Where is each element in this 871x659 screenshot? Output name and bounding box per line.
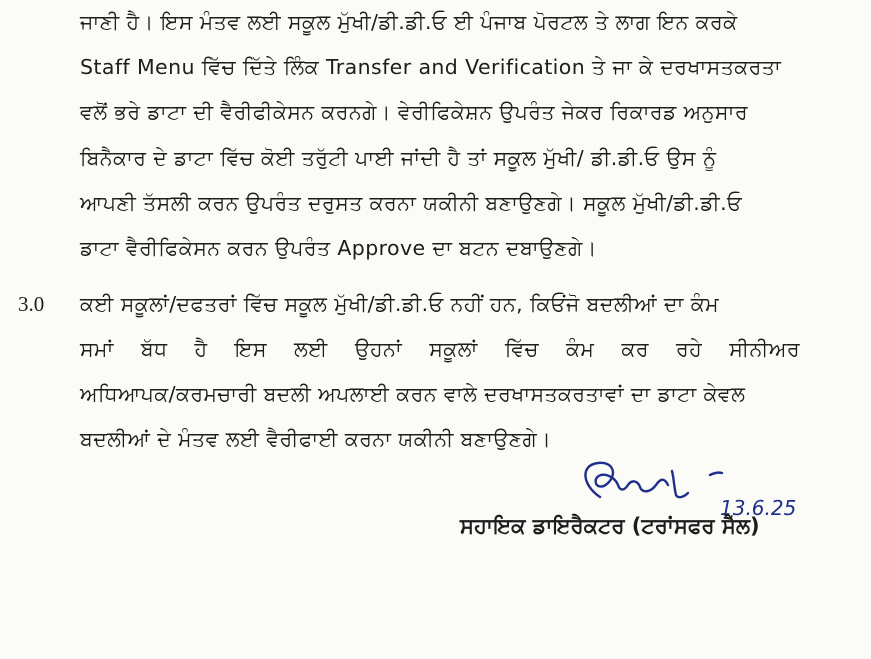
signature-date: 13.6.25 (720, 496, 797, 520)
designation-title: ਸਹਾਇਕ ਡਾਇਰੈਕਟਰ (ਟਰਾਂਸਫਰ ਸੈੱਲ) (460, 514, 760, 538)
item-number: 3.0 (18, 292, 45, 316)
paragraph-1-line-5: ਆਪਣੀ ਤੱਸਲੀ ਕਰਨ ਉਪਰੰਤ ਦਰੁਸਤ ਕਰਨਾ ਯਕੀਨੀ ਬਣਾਉਣਗੇ। ਸਕੂਲ ਮੁੱਖੀ/ਡੀ.ਡੀ.ਓ (80, 191, 743, 215)
paragraph-2-line-4: ਬਦਲੀਆਂ ਦੇ ਮੰਤਵ ਲਈ ਵੈਰੀਫਾਈ ਕਰਨਾ ਯਕੀਨੀ ਬਣਾਉਣਗੇ। (80, 427, 552, 451)
paragraph-1-line-2: Staff Menu ਵਿੱਚ ਦਿੱਤੇ ਲਿੰਕ Transfer and Verification ਤੇ ਜਾ ਕੇ ਦਰਖਾਸਤਕਰਤਾ (80, 55, 782, 79)
paragraph-1-line-6: ਡਾਟਾ ਵੈਰੀਫਿਕੇਸਨ ਕਰਨ ਉਪਰੰਤ Approve ਦਾ ਬਟਨ ਦਬਾਉਣਗੇ। (80, 236, 597, 260)
paragraph-1-line-3: ਵਲੋਂ ਭਰੇ ਡਾਟਾ ਦੀ ਵੈਰੀਫੀਕੇਸਨ ਕਰਨਗੇ। ਵੇਰੀਫਿਕੇਸ਼ਨ ਉਪਰੰਤ ਜੇਕਰ ਰਿਕਾਰਡ ਅਨੁਸਾਰ (80, 100, 748, 124)
paragraph-1-line-1: ਜਾਣੀ ਹੈ। ਇਸ ਮੰਤਵ ਲਈ ਸਕੂਲ ਮੁੱਖੀ/ਡੀ.ਡੀ.ਓ ਈ ਪੰਜਾਬ ਪੋਰਟਲ ਤੇ ਲਾਗ ਇਨ ਕਰਕੇ (80, 10, 738, 34)
paragraph-2-line-1: ਕਈ ਸਕੂਲਾਂ/ਦਫਤਰਾਂ ਵਿੱਚ ਸਕੂਲ ਮੁੱਖੀ/ਡੀ.ਡੀ.ਓ ਨਹੀਂ ਹਨ, ਕਿਓਂਜੋ ਬਦਲੀਆਂ ਦਾ ਕੰਮ (80, 292, 719, 316)
paragraph-2-line-2: ਸਮਾਂ ਬੱਧ ਹੈ ਇਸ ਲਈ ਉਹਨਾਂ ਸਕੂਲਾਂ ਵਿੱਚ ਕੰਮ ਕਰ ਰਹੇ ਸੀਨੀਅਰ (80, 337, 800, 361)
paragraph-1-line-4: ਬਿਨੈਕਾਰ ਦੇ ਡਾਟਾ ਵਿੱਚ ਕੋਈ ਤਰੁੱਟੀ ਪਾਈ ਜਾਂਦੀ ਹੈ ਤਾਂ ਸਕੂਲ ਮੁੱਖੀ/ ਡੀ.ਡੀ.ਓ ਉਸ ਨੂੰ (80, 146, 717, 170)
paragraph-2-line-3: ਅਧਿਆਪਕ/ਕਰਮਚਾਰੀ ਬਦਲੀ ਅਪਲਾਈ ਕਰਨ ਵਾਲੇ ਦਰਖਾਸਤਕਰਤਾਵਾਂ ਦਾ ਡਾਟਾ ਕੇਵਲ (80, 382, 746, 406)
